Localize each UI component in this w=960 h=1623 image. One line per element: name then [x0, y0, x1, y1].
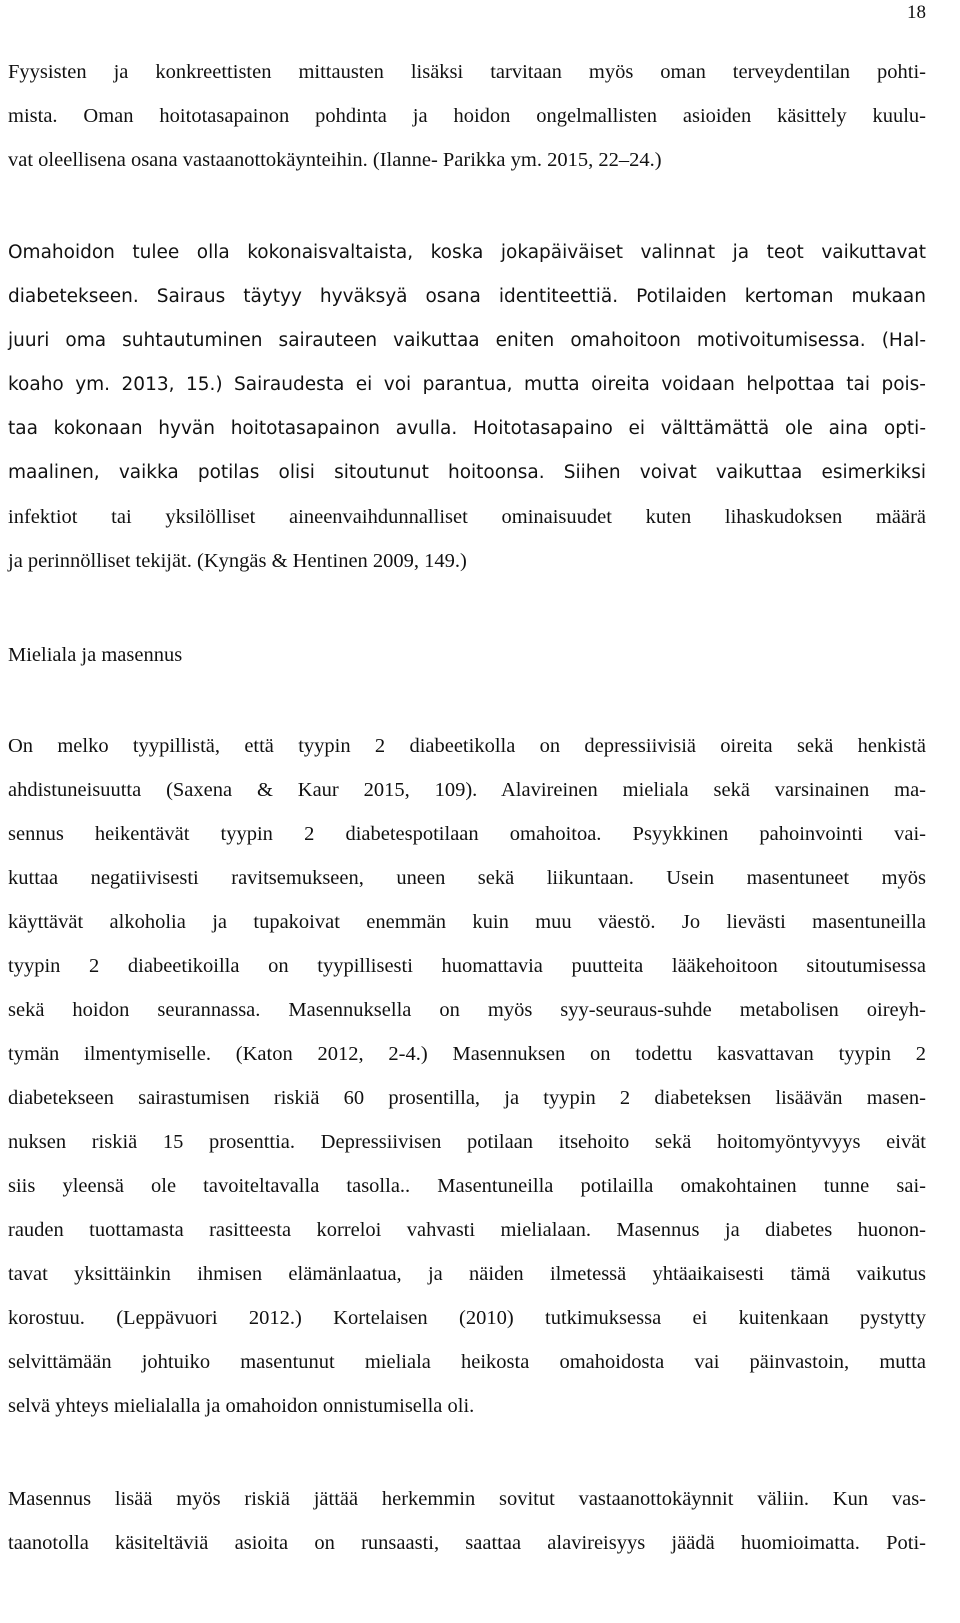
text-line: kuttaa negatiivisesti ravitsemukseen, uneen sekä liikuntaan. Usein masentuneet myös: [8, 867, 926, 889]
text-line: mista. Oman hoitotasapainon pohdinta ja hoidon ongelmallisten asioiden käsittely kuulu-: [8, 105, 926, 127]
section-heading: Mieliala ja masennus: [8, 644, 183, 666]
text-line: vat oleellisena osana vastaanottokäynteihin. (Ilanne- Parikka ym. 2015, 22‒24.): [8, 149, 662, 171]
text-line: tyypin 2 diabeetikoilla on tyypillisesti huomattavia puutteita lääkehoitoon sitoutumisessa: [8, 955, 926, 977]
text-line: koaho ym. 2013, 15.) Sairaudesta ei voi parantua, mutta oireita voidaan helpottaa tai pois-: [8, 374, 926, 395]
text-line: korostuu. (Leppävuori 2012.) Kortelaisen (2010) tutkimuksessa ei kuitenkaan pystytty: [8, 1307, 926, 1329]
text-line: tavat yksittäinkin ihmisen elämänlaatua, ja näiden ilmetessä yhtäaikaisesti tämä vaikutus: [8, 1263, 926, 1285]
text-line: taa kokonaan hyvän hoitotasapainon avulla. Hoitotasapaino ei välttämättä ole aina opti-: [8, 418, 926, 439]
text-line: siis yleensä ole tavoiteltavalla tasolla.. Masentuneilla potilailla omakohtainen tunne sai-: [8, 1175, 926, 1197]
page-number: 18: [907, 2, 926, 23]
text-line: nuksen riskiä 15 prosenttia. Depressiivisen potilaan itsehoito sekä hoitomyöntyvyys eivät: [8, 1131, 926, 1153]
text-line: On melko tyypillistä, että tyypin 2 diabeetikolla on depressiivisiä oireita sekä henkistä: [8, 735, 926, 757]
text-line: sennus heikentävät tyypin 2 diabetespotilaan omahoitoa. Psyykkinen pahoinvointi vai-: [8, 823, 926, 845]
text-line: Fyysisten ja konkreettisten mittausten lisäksi tarvitaan myös oman terveydentilan pohti-: [8, 61, 926, 83]
text-line: käyttävät alkoholia ja tupakoivat enemmän kuin muu väestö. Jo lievästi masentuneilla: [8, 911, 926, 933]
text-line: infektiot tai yksilölliset aineenvaihdunnalliset ominaisuudet kuten lihaskudoksen määrä: [8, 506, 926, 528]
text-line: sekä hoidon seurannassa. Masennuksella on myös syy-seuraus-suhde metabolisen oireyh-: [8, 999, 926, 1021]
text-line: rauden tuottamasta rasitteesta korreloi vahvasti mielialaan. Masennus ja diabetes huonon-: [8, 1219, 926, 1241]
text-line: ahdistuneisuutta (Saxena & Kaur 2015, 109). Alavireinen mieliala sekä varsinainen ma-: [8, 779, 926, 801]
text-line: selvittämään johtuiko masentunut mieliala heikosta omahoidosta vai päinvastoin, mutta: [8, 1351, 926, 1373]
text-line: selvä yhteys mielialalla ja omahoidon onnistumisella oli.: [8, 1395, 475, 1417]
text-line: diabetekseen. Sairaus täytyy hyväksyä osana identiteettiä. Potilaiden kertoman mukaan: [8, 286, 926, 307]
text-line: Omahoidon tulee olla kokonaisvaltaista, koska jokapäiväiset valinnat ja teot vaikuttavat: [8, 242, 926, 263]
text-line: juuri oma suhtautuminen sairauteen vaikuttaa eniten omahoitoon motivoitumisessa. (Hal-: [8, 330, 926, 351]
text-line: diabetekseen sairastumisen riskiä 60 prosentilla, ja tyypin 2 diabeteksen lisäävän masen-: [8, 1087, 926, 1109]
text-line: tymän ilmentymiselle. (Katon 2012, 2-4.) Masennuksen on todettu kasvattavan tyypin 2: [8, 1043, 926, 1065]
text-line: Masennus lisää myös riskiä jättää herkemmin sovitut vastaanottokäynnit väliin. Kun vas-: [8, 1488, 926, 1510]
text-line: maalinen, vaikka potilas olisi sitoutunut hoitoonsa. Siihen voivat vaikuttaa esimerkiksi: [8, 462, 926, 483]
text-line: taanotolla käsiteltäviä asioita on runsaasti, saattaa alavireisyys jäädä huomioimatta. Poti-: [8, 1532, 926, 1554]
text-line: ja perinnölliset tekijät. (Kyngäs & Hentinen 2009, 149.): [8, 550, 467, 572]
